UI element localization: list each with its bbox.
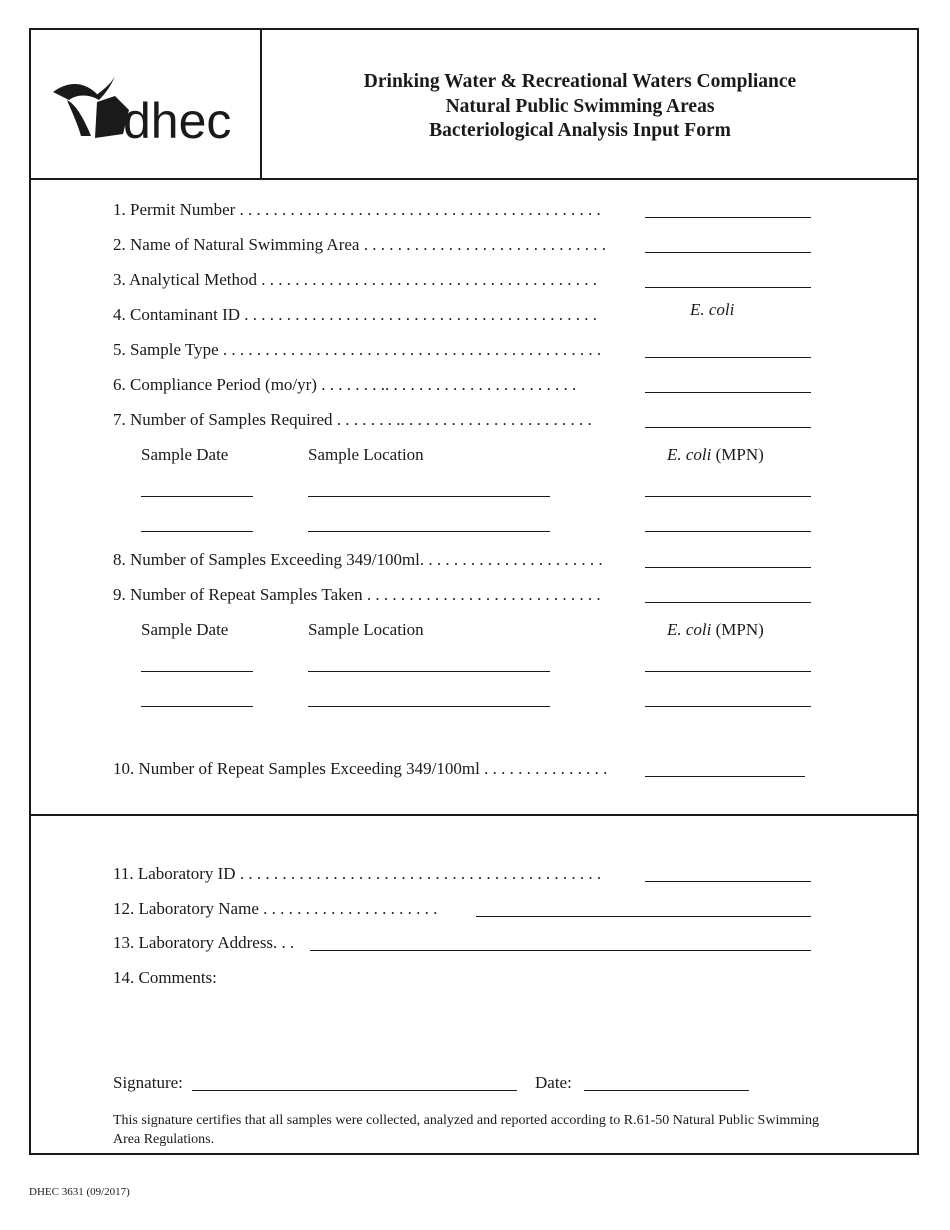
sample-date-field[interactable]: [141, 496, 253, 497]
sample-date-header: Sample Date: [141, 620, 229, 639]
field-samples-required-label: 7. Number of Samples Required . . . . . . . .. . . . . . . . . . . . . . . . . . . . . . .: [113, 410, 592, 429]
sample-date-field[interactable]: [141, 531, 253, 532]
date-label: Date:: [535, 1073, 572, 1092]
field-permit-number-label: 1. Permit Number . . . . . . . . . . . . . . . . . . . . . . . . . . . . . . . . . . . . . . . . . . .: [113, 200, 601, 219]
compliance-period-field[interactable]: [645, 392, 811, 393]
field-swimming-area-label: 2. Name of Natural Swimming Area . . . . . . . . . . . . . . . . . . . . . . . . . . . . .: [113, 235, 606, 254]
dhec-logo: [51, 70, 251, 150]
analytical-method-field[interactable]: [645, 287, 811, 288]
field-laboratory-address-label: 13. Laboratory Address. . .: [113, 933, 295, 952]
title-line-1: Drinking Water & Recreational Waters Compliance: [363, 71, 797, 92]
sample-location-field[interactable]: [308, 496, 550, 497]
ecoli-mpn-header: E. coli (MPN): [667, 620, 764, 639]
ecoli-mpn-field[interactable]: [645, 706, 811, 707]
sample-date-field[interactable]: [141, 671, 253, 672]
section-divider: [31, 814, 917, 816]
ecoli-mpn-field[interactable]: [645, 496, 811, 497]
samples-exceeding-field[interactable]: [645, 567, 811, 568]
sample-location-header: Sample Location: [308, 620, 424, 639]
samples-required-field[interactable]: [645, 427, 811, 428]
field-comments-label: 14. Comments:: [113, 968, 217, 987]
sample-location-field[interactable]: [308, 531, 550, 532]
permit-number-field[interactable]: [645, 217, 811, 218]
title-line-2: Natural Public Swimming Areas: [445, 95, 715, 117]
field-sample-type-label: 5. Sample Type . . . . . . . . . . . . . . . . . . . . . . . . . . . . . . . . . . . . . . . . . . . . .: [113, 340, 602, 359]
laboratory-address-field[interactable]: [310, 950, 811, 951]
sample-location-field[interactable]: [308, 671, 550, 672]
sample-location-header: Sample Location: [308, 445, 424, 464]
form-header: [31, 30, 917, 180]
form-title: [263, 70, 897, 144]
title-line-3: Bacteriological Analysis Input Form: [429, 120, 731, 141]
ecoli-mpn-field[interactable]: [645, 531, 811, 532]
certification-note: This signature certifies that all samples were collected, analyzed and reported according to R.61-50 Natural Public Swimming Area Regulations.: [113, 1113, 820, 1147]
ecoli-mpn-header: E. coli (MPN): [667, 445, 764, 464]
form-number: DHEC 3631 (09/2017): [29, 1186, 130, 1198]
sample-date-field[interactable]: [141, 706, 253, 707]
sample-type-field[interactable]: [645, 357, 811, 358]
field-contaminant-id-label: 4. Contaminant ID . . . . . . . . . . . . . . . . . . . . . . . . . . . . . . . . . . . . . . . . . .: [113, 305, 598, 324]
laboratory-id-field[interactable]: [645, 881, 811, 882]
date-field[interactable]: [584, 1090, 749, 1091]
form-frame: [29, 28, 919, 1155]
field-compliance-period-label: 6. Compliance Period (mo/yr) . . . . . . . .. . . . . . . . . . . . . . . . . . . . . . .: [113, 375, 577, 394]
sample-location-field[interactable]: [308, 706, 550, 707]
logo-text: dhec: [123, 93, 232, 149]
laboratory-name-field[interactable]: [476, 916, 811, 917]
repeat-samples-field[interactable]: [645, 602, 811, 603]
field-repeat-samples-label: 9. Number of Repeat Samples Taken . . . . . . . . . . . . . . . . . . . . . . . . . . . .: [113, 585, 601, 604]
signature-label: Signature:: [113, 1073, 183, 1092]
field-analytical-method-label: 3. Analytical Method . . . . . . . . . . . . . . . . . . . . . . . . . . . . . . . . . . . . . . . .: [113, 270, 598, 289]
field-repeat-exceeding-label: 10. Number of Repeat Samples Exceeding 349/100ml . . . . . . . . . . . . . . .: [113, 759, 608, 778]
repeat-exceeding-field[interactable]: [645, 776, 805, 777]
field-laboratory-id-label: 11. Laboratory ID . . . . . . . . . . . . . . . . . . . . . . . . . . . . . . . . . . . . . . . . . . .: [113, 864, 602, 883]
field-laboratory-name-label: 12. Laboratory Name . . . . . . . . . . . . . . . . . . . . .: [113, 899, 438, 918]
contaminant-id-value: E. coli: [690, 300, 735, 319]
signature-field[interactable]: [192, 1090, 517, 1091]
ecoli-mpn-field[interactable]: [645, 671, 811, 672]
logo-cell: [31, 30, 262, 178]
sample-date-header: Sample Date: [141, 445, 229, 464]
swimming-area-field[interactable]: [645, 252, 811, 253]
field-samples-exceeding-label: 8. Number of Samples Exceeding 349/100ml. . . . . . . . . . . . . . . . . . . . . .: [113, 550, 603, 569]
